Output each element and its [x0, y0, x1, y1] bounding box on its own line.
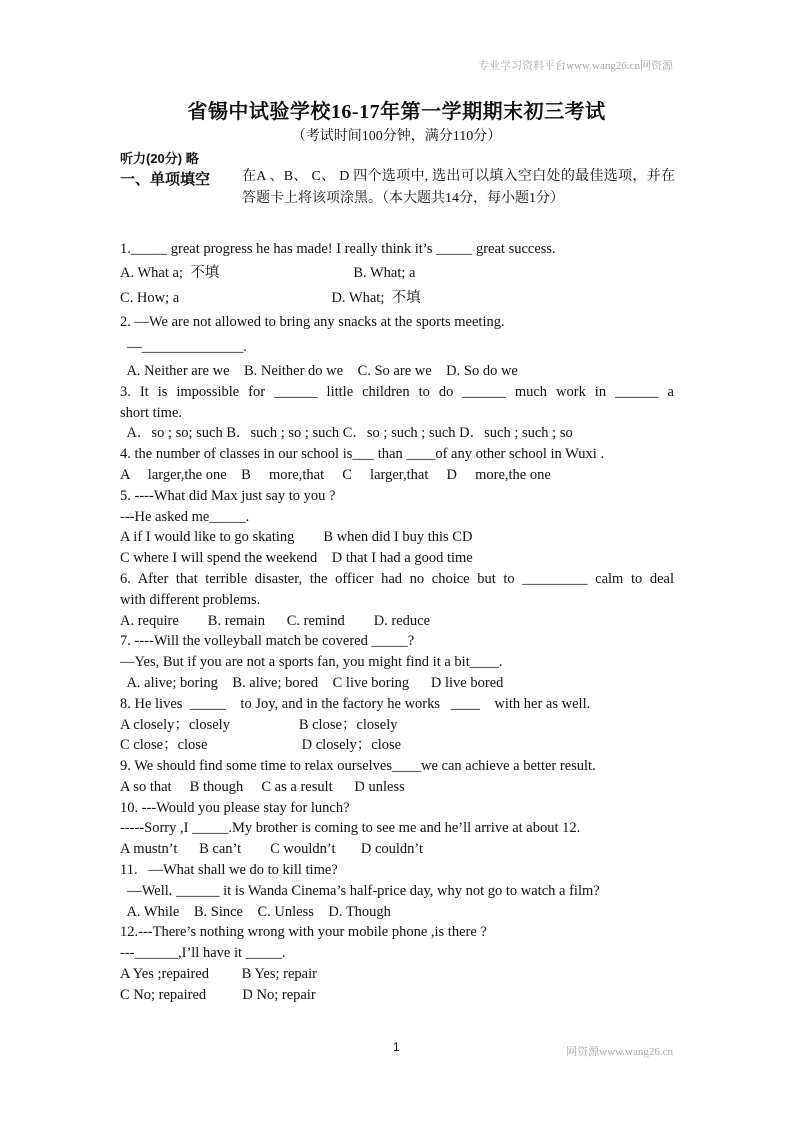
question-line: A Yes ;repaired B Yes; repair	[120, 966, 317, 983]
question-line: A if I would like to go skating B when did I buy this CD	[120, 529, 473, 546]
question-line: A larger,the one B more,that C larger,that D more,the one	[120, 466, 551, 483]
question-line: A mustn’t B can’t C wouldn’t D couldn’t	[120, 841, 424, 858]
question-line: C close；close D closely；close	[120, 737, 402, 754]
question-line: A. alive; boring B. alive; bored C live boring D live bored	[120, 674, 504, 691]
question-line: 6. After that terrible disaster, the officer had no choice but to _________ calm to deal	[120, 570, 674, 587]
listening-note: 听力(20分) 略	[120, 151, 199, 166]
question-line: 12.---There’s nothing wrong with your mobile phone ,is there ?	[120, 924, 487, 941]
question-line: C where I will spend the weekend D that I had a good time	[120, 550, 473, 567]
question-line: 5. ----What did Max just say to you ?	[120, 487, 336, 504]
question-line: ---______,I’ll have it _____.	[120, 945, 286, 962]
question-line: 8. He lives _____ to Joy, and in the factory he works ____ with her as well.	[120, 695, 591, 712]
question-line: C No; repaired D No; repair	[120, 986, 316, 1003]
question-line: 3. It is impossible for ______ little children to do ______ much work in ______ a	[120, 383, 674, 400]
question-line: A. require B. remain C. remind D. reduce	[120, 612, 431, 629]
question-line: ---He asked me_____.	[120, 508, 250, 525]
question-body	[120, 239, 674, 1006]
question-line: —Well. ______ it is Wanda Cinema’s half-price day, why not go to watch a film?	[120, 882, 600, 899]
question-line: 4. the number of classes in our school is___ than ____of any other school in Wuxi .	[120, 446, 605, 463]
question-line: —______________.	[120, 338, 247, 355]
question-line: A. While B. Since C. Unless D. Though	[120, 903, 391, 920]
question-line: A．so ; so; such B．such ; so ; such C．so ; such ; such D．such ; such ; so	[120, 425, 573, 442]
question-line: A. What a; 不填 B. What; a	[120, 265, 416, 282]
footer-watermark: 网资源www.wang26.cn	[566, 1046, 673, 1058]
section-heading: 一、单项填空	[120, 172, 211, 188]
question-line: 10. ---Would you please stay for lunch?	[120, 799, 350, 816]
question-line: with different problems.	[120, 591, 261, 608]
question-line: 7. ----Will the volleyball match be covered _____?	[120, 633, 415, 650]
exam-subtitle: （考试时间100分钟，满分110分）	[291, 129, 502, 144]
question-line: C. How; a D. What; 不填	[120, 289, 421, 306]
question-line: A closely；closely B close；closely	[120, 716, 398, 733]
question-line: A so that B though C as a result D unless	[120, 778, 405, 795]
question-line: -----Sorry ,I _____.My brother is coming to see me and he’ll arrive at about 12.	[120, 820, 581, 837]
exam-title: 省锡中试验学校16-17年第一学期期末初三考试	[187, 101, 606, 123]
question-line: 9. We should find some time to relax ourselves____we can achieve a better result.	[120, 758, 596, 775]
header-watermark: 专业学习资料平台www.wang26.cn网资源	[478, 60, 673, 72]
page-number: 1	[393, 1040, 400, 1054]
question-line: short time.	[120, 404, 183, 421]
section-instruction: 在A 、B、 C、 D 四个选项中, 选出可以填入空白处的最佳选项，并在答题卡上将该项涂黑。（本大题共14分，每小题1分）	[242, 169, 675, 206]
question-line: —Yes, But if you are not a sports fan, you might find it a bit____.	[120, 654, 503, 671]
question-line: 2. —We are not allowed to bring any snacks at the sports meeting.	[120, 314, 505, 331]
question-line: 11. —What shall we do to kill time?	[120, 862, 338, 879]
question-line: 1._____ great progress he has made! I really think it’s _____ great success.	[120, 241, 556, 257]
question-line: A. Neither are we B. Neither do we C. So are we D. So do we	[120, 362, 518, 379]
